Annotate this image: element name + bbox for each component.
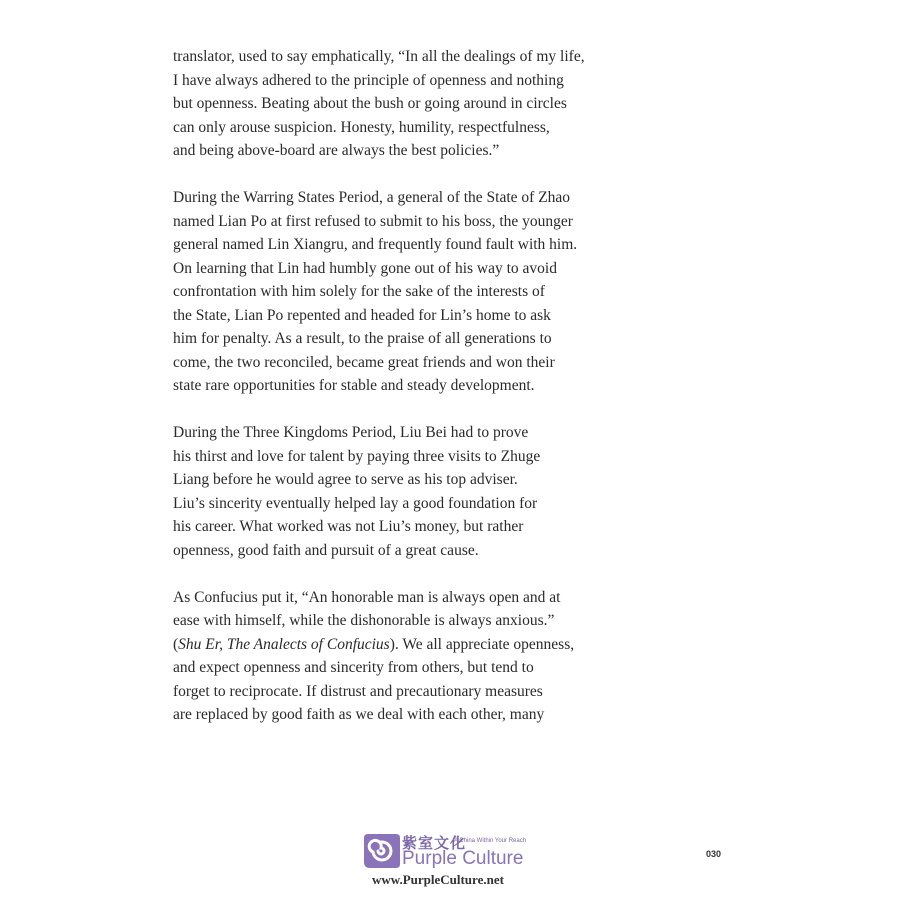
paragraph-translator-quote [173, 45, 633, 163]
text-line: confrontation with him solely for the sake of the interests of [173, 283, 545, 300]
text-line: ease with himself, while the dishonorable is always anxious.” [173, 612, 555, 629]
page-number: 030 [706, 849, 722, 859]
text-line: During the Warring States Period, a general of the State of Zhao [173, 189, 571, 206]
text-line: come, the two reconciled, became great friends and won their [173, 353, 555, 371]
text-line: translator, used to say emphatically, “In all the dealings of my life, [173, 48, 585, 65]
paragraph-three-kingdoms [173, 421, 633, 562]
text-line: Liu’s sincerity eventually helped lay a good foundation for [173, 494, 538, 512]
text-line: and being above-board are always the best policies.” [173, 142, 500, 159]
paragraph-warring-states [173, 186, 633, 398]
watermark-brand-name: Purple Culture [402, 848, 524, 869]
text-line: are replaced by good faith as we deal with each other, many [173, 706, 545, 723]
citation-title: Shu Er, The Analects of Confucius [178, 635, 390, 653]
text-line: I have always adhered to the principle of openness and nothing [173, 71, 564, 89]
text-line: openness, good faith and pursuit of a great cause. [173, 541, 479, 559]
purple-culture-watermark [360, 828, 550, 892]
text-line: can only arouse suspicion. Honesty, humility, respectfulness, [173, 118, 550, 136]
body-text [173, 45, 633, 750]
watermark-chinese-name: 紫室文化 [402, 834, 467, 852]
citation-open: ( [173, 635, 179, 653]
watermark-tagline: A China Within Your Reach [454, 838, 527, 844]
paragraph-confucius [173, 586, 633, 727]
text-line: his thirst and love for talent by paying three visits to Zhuge [173, 447, 541, 465]
text-line: state rare opportunities for stable and steady development. [173, 377, 535, 394]
text-line: forget to reciprocate. If distrust and precautionary measures [173, 682, 543, 700]
text-line: During the Three Kingdoms Period, Liu Bei had to prove [173, 424, 529, 441]
text-line: but openness. Beating about the bush or going around in circles [173, 95, 567, 112]
purple-culture-logo-icon [360, 830, 402, 872]
text-line: On learning that Lin had humbly gone out of his way to avoid [173, 259, 557, 277]
text-line: Liang before he would agree to serve as his top adviser. [173, 471, 518, 488]
text-line: the State, Lian Po repented and headed for Lin’s home to ask [173, 306, 551, 324]
watermark-url: www.PurpleCulture.net [372, 872, 504, 887]
text-line: general named Lin Xiangru, and frequently found fault with him. [173, 236, 578, 253]
citation-close: ). We all appreciate openness, [389, 635, 575, 653]
text-line: As Confucius put it, “An honorable man is always open and at [173, 588, 561, 606]
text-line: named Lian Po at first refused to submit to his boss, the younger [173, 212, 573, 230]
text-line: his career. What worked was not Liu’s money, but rather [173, 518, 524, 535]
text-line: him for penalty. As a result, to the praise of all generations to [173, 330, 552, 347]
citation-line [173, 633, 633, 657]
text-line: and expect openness and sincerity from others, but tend to [173, 659, 534, 676]
